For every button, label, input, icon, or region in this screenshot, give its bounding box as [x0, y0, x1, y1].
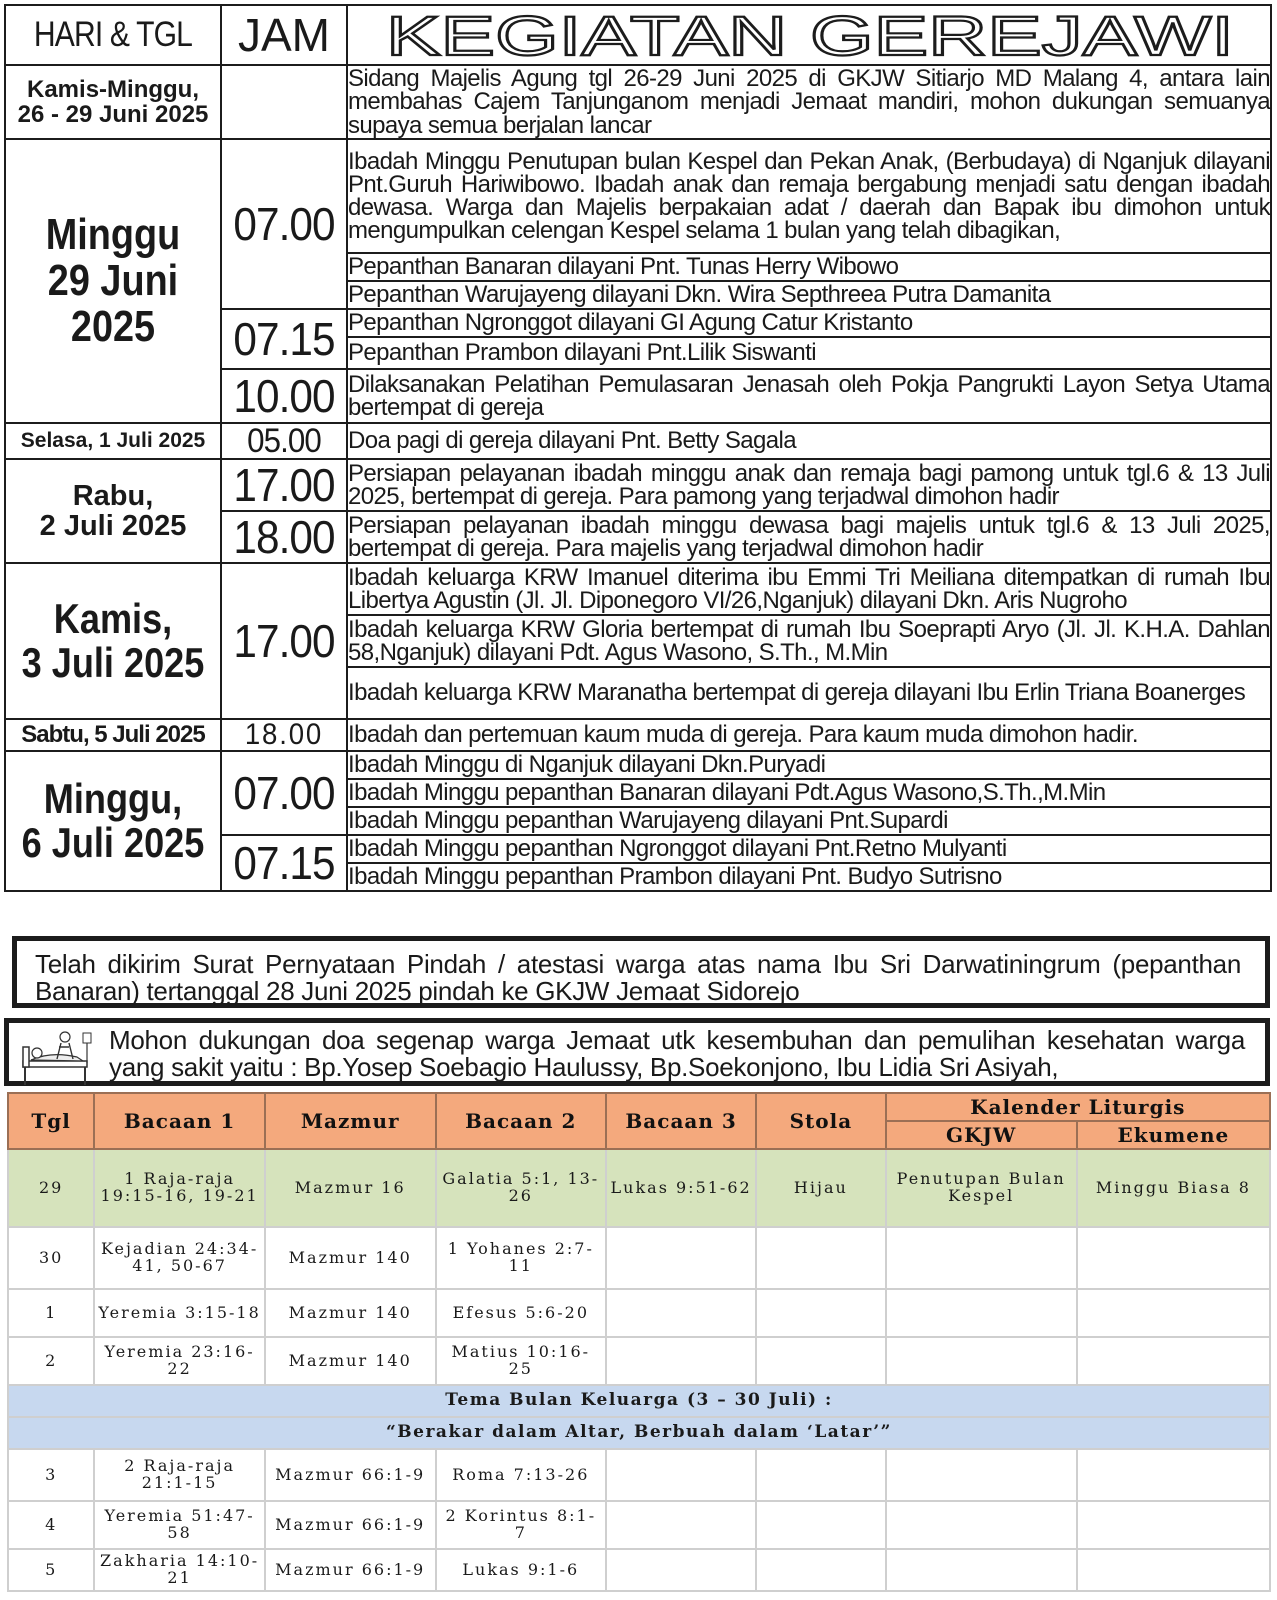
event-description: Ibadah keluarga KRW Maranatha bertempat di gereja dilayani Ibu Erlin Triana Boanerges: [347, 667, 1271, 719]
schedule-row: [5, 563, 1271, 615]
transfer-notice: Telah dikirim Surat Pernyataan Pindah / atestasi warga atas nama Ibu Sri Darwatiningrum (pepanthan Banaran) tertanggal 28 Juni 2025 pindah ke GKJW Jemaat Sidorejo: [12, 936, 1270, 1008]
lectionary-row: [8, 1549, 1270, 1591]
ekumene-cell: Minggu Biasa 8: [1077, 1149, 1270, 1227]
mazmur-cell: Mazmur 66:1-9: [265, 1501, 436, 1549]
lectionary-row: [8, 1289, 1270, 1337]
theme-row: [8, 1385, 1270, 1417]
bacaan1-header: Bacaan 1: [94, 1093, 265, 1149]
prayer-notice: [4, 1018, 1270, 1086]
stola-header: Stola: [756, 1093, 885, 1149]
kalender-header: Kalender Liturgis: [886, 1093, 1270, 1121]
bacaan1-cell: Yeremia 3:15-18: [94, 1289, 265, 1337]
time-cell: 07.15: [226, 309, 342, 369]
gkjw-cell: Penutupan Bulan Kespel: [886, 1149, 1077, 1227]
lectionary-row: [8, 1449, 1270, 1501]
lectionary-row: [8, 1337, 1270, 1385]
event-description: Ibadah Minggu pepanthan Ngronggot dilayani Pnt.Retno Mulyanti: [347, 835, 1271, 863]
time-cell: 18.00: [226, 719, 342, 751]
ekumene-header: Ekumene: [1077, 1121, 1270, 1149]
tgl-cell: 5: [8, 1549, 94, 1591]
bacaan1-cell: Zakharia 14:10-21: [94, 1549, 265, 1591]
schedule-row: [5, 459, 1271, 511]
tgl-cell: 2: [8, 1337, 94, 1385]
time-cell: 10.00: [226, 369, 342, 423]
day-cell: Kamis, 3 Juli 2025: [20, 563, 206, 719]
bacaan2-cell: Roma 7:13-26: [436, 1449, 607, 1501]
schedule-row: [5, 139, 1271, 253]
schedule-row: [5, 423, 1271, 459]
mazmur-cell: Mazmur 16: [265, 1149, 436, 1227]
day-cell: Sabtu, 5 Juli 2025: [5, 719, 221, 751]
event-description: Pepanthan Ngronggot dilayani GI Agung Catur Kristanto: [347, 309, 1271, 337]
tgl-cell: 1: [8, 1289, 94, 1337]
event-description: Pepanthan Warujayeng dilayani Dkn. Wira Septhreea Putra Damanita: [347, 281, 1271, 309]
event-description: Ibadah keluarga KRW Gloria bertempat di rumah Ibu Soeprapti Aryo (Jl. Jl. K.H.A. Dahlan 58,Nganjuk) dilayani Pdt. Agus Wasono, S.Th., M.Min: [348, 615, 1270, 666]
lectionary-row: [8, 1501, 1270, 1549]
time-cell: 05.00: [226, 423, 342, 459]
tgl-header: Tgl: [8, 1093, 94, 1149]
bacaan3-cell: Lukas 9:51-62: [606, 1149, 756, 1227]
tgl-cell: 29: [8, 1149, 94, 1227]
theme-motto: “Berakar dalam Altar, Berbuah dalam ‘Latar’”: [8, 1417, 1270, 1449]
event-description: Dilaksanakan Pelatihan Pemulasaran Jenasah oleh Pokja Pangrukti Layon Setya Utama bertempat di gereja: [348, 370, 1270, 421]
theme-row: [8, 1417, 1270, 1449]
day-cell: Minggu, 6 Juli 2025: [20, 751, 206, 891]
event-description: Ibadah Minggu di Nganjuk dilayani Dkn.Puryadi: [347, 751, 1271, 779]
event-description: Doa pagi di gereja dilayani Pnt. Betty Sagala: [347, 423, 1271, 459]
day-cell: Minggu 29 Juni 2025: [20, 139, 206, 423]
event-description: Ibadah Minggu pepanthan Prambon dilayani Pnt. Budyo Sutrisno: [347, 863, 1271, 891]
mazmur-cell: Mazmur 140: [265, 1337, 436, 1385]
page-title-text: KEGIATAN GEREJAWI: [386, 6, 1234, 64]
schedule-row: [5, 751, 1271, 779]
event-description: Ibadah Minggu pepanthan Warujayeng dilayani Pnt.Supardi: [347, 807, 1271, 835]
event-description: Ibadah keluarga KRW Imanuel diterima ibu Emmi Tri Meiliana ditempatkan di rumah Ibu Libertya Agustin (Jl. Jl. Diponegoro VI/26,Nganjuk) dilayani Dkn. Aris Nugroho: [348, 563, 1270, 614]
time-cell: 17.00: [226, 459, 342, 511]
event-description: Pepanthan Prambon dilayani Pnt.Lilik Siswanti: [347, 337, 1271, 369]
time-cell: 07.00: [226, 751, 342, 835]
time-cell: 18.00: [226, 511, 342, 563]
time-cell: 07.00: [226, 139, 342, 309]
lectionary-header-row: [8, 1093, 1270, 1121]
bacaan2-cell: 2 Korintus 8:1-7: [436, 1501, 607, 1549]
mazmur-cell: Mazmur 140: [265, 1289, 436, 1337]
stola-cell: Hijau: [756, 1149, 885, 1227]
event-description: Pepanthan Banaran dilayani Pnt. Tunas Herry Wibowo: [347, 253, 1271, 281]
tgl-cell: 30: [8, 1227, 94, 1289]
tgl-cell: 4: [8, 1501, 94, 1549]
bacaan1-cell: 1 Raja-raja 19:15-16, 19-21: [94, 1149, 265, 1227]
event-description: Sidang Majelis Agung tgl 26-29 Juni 2025 di GKJW Sitiarjo MD Malang 4, antara lain membahas Cajem Tanjunganom menjadi Jemaat mandiri, mohon dukungan semuanya supaya semua berjalan lancar: [348, 65, 1270, 139]
page-title: [347, 5, 1271, 65]
day-cell: Selasa, 1 Juli 2025: [5, 423, 221, 459]
sick-bed-illustration: [21, 1027, 95, 1087]
time-cell: 07.15: [226, 835, 342, 891]
time-cell: 17.00: [226, 563, 342, 719]
day-column-header: HARI & TGL: [5, 5, 221, 65]
bacaan2-cell: 1 Yohanes 2:7-11: [436, 1227, 607, 1289]
event-description: Ibadah dan pertemuan kaum muda di gereja. Para kaum muda dimohon hadir.: [347, 719, 1271, 751]
schedule-row: [5, 719, 1271, 751]
day-cell: Rabu, 2 Juli 2025: [5, 459, 221, 563]
time-cell: [226, 65, 342, 139]
schedule-table: [4, 4, 1272, 892]
time-column-header: JAM: [221, 5, 347, 65]
bacaan1-cell: Kejadian 24:34-41, 50-67: [94, 1227, 265, 1289]
bacaan2-cell: Efesus 5:6-20: [436, 1289, 607, 1337]
theme-title: Tema Bulan Keluarga (3 – 30 Juli) :: [8, 1385, 1270, 1417]
bacaan1-cell: Yeremia 51:47-58: [94, 1501, 265, 1549]
gkjw-header: GKJW: [886, 1121, 1077, 1149]
event-description: Persiapan pelayanan ibadah minggu anak dan remaja bagi pamong untuk tgl.6 & 13 Juli 2025, bertempat di gereja. Para pamong yang terjadwal dimohon hadir: [348, 459, 1270, 510]
schedule-header: [5, 5, 1271, 65]
event-description: Persiapan pelayanan ibadah minggu dewasa bagi majelis untuk tgl.6 & 13 Juli 2025, bertempat di gereja. Para majelis yang terjadwal dimohon hadir: [348, 511, 1270, 562]
bacaan2-header: Bacaan 2: [436, 1093, 607, 1149]
mazmur-header: Mazmur: [265, 1093, 436, 1149]
lectionary-table: [7, 1092, 1271, 1592]
bacaan1-cell: 2 Raja-raja 21:1-15: [94, 1449, 265, 1501]
mazmur-cell: Mazmur 66:1-9: [265, 1449, 436, 1501]
day-cell: Kamis-Minggu, 26 - 29 Juni 2025: [5, 65, 221, 139]
schedule-row: [5, 65, 1271, 139]
lectionary-row: [8, 1149, 1270, 1227]
lectionary-row: [8, 1227, 1270, 1289]
mazmur-cell: Mazmur 66:1-9: [265, 1549, 436, 1591]
bacaan3-header: Bacaan 3: [606, 1093, 756, 1149]
bacaan2-cell: Lukas 9:1-6: [436, 1549, 607, 1591]
event-description: Ibadah Minggu Penutupan bulan Kespel dan Pekan Anak, (Berbudaya) di Nganjuk dilayani Pnt.Guruh Hariwibowo. Ibadah anak dan remaja bergabung menjadi satu dengan ibadah dewasa. Warga dan Majelis berpakaian adat / daerah dan Bapak ibu dimohon untuk mengumpulkan celengan Kespel selama 1 bulan yang telah dibagikan,: [347, 139, 1271, 253]
bacaan1-cell: Yeremia 23:16-22: [94, 1337, 265, 1385]
mazmur-cell: Mazmur 140: [265, 1227, 436, 1289]
prayer-notice-text: Mohon dukungan doa segenap warga Jemaat utk kesembuhan dan pemulihan kesehatan warga yang sakit yaitu : Bp.Yosep Soebagio Haulussy, Bp.Soekonjono, Ibu Lidia Sri Asiyah,: [109, 1025, 1245, 1082]
event-description: Ibadah Minggu pepanthan Banaran dilayani Pdt.Agus Wasono,S.Th.,M.Min: [347, 779, 1271, 807]
tgl-cell: 3: [8, 1449, 94, 1501]
bacaan2-cell: Galatia 5:1, 13-26: [436, 1149, 607, 1227]
bacaan2-cell: Matius 10:16-25: [436, 1337, 607, 1385]
